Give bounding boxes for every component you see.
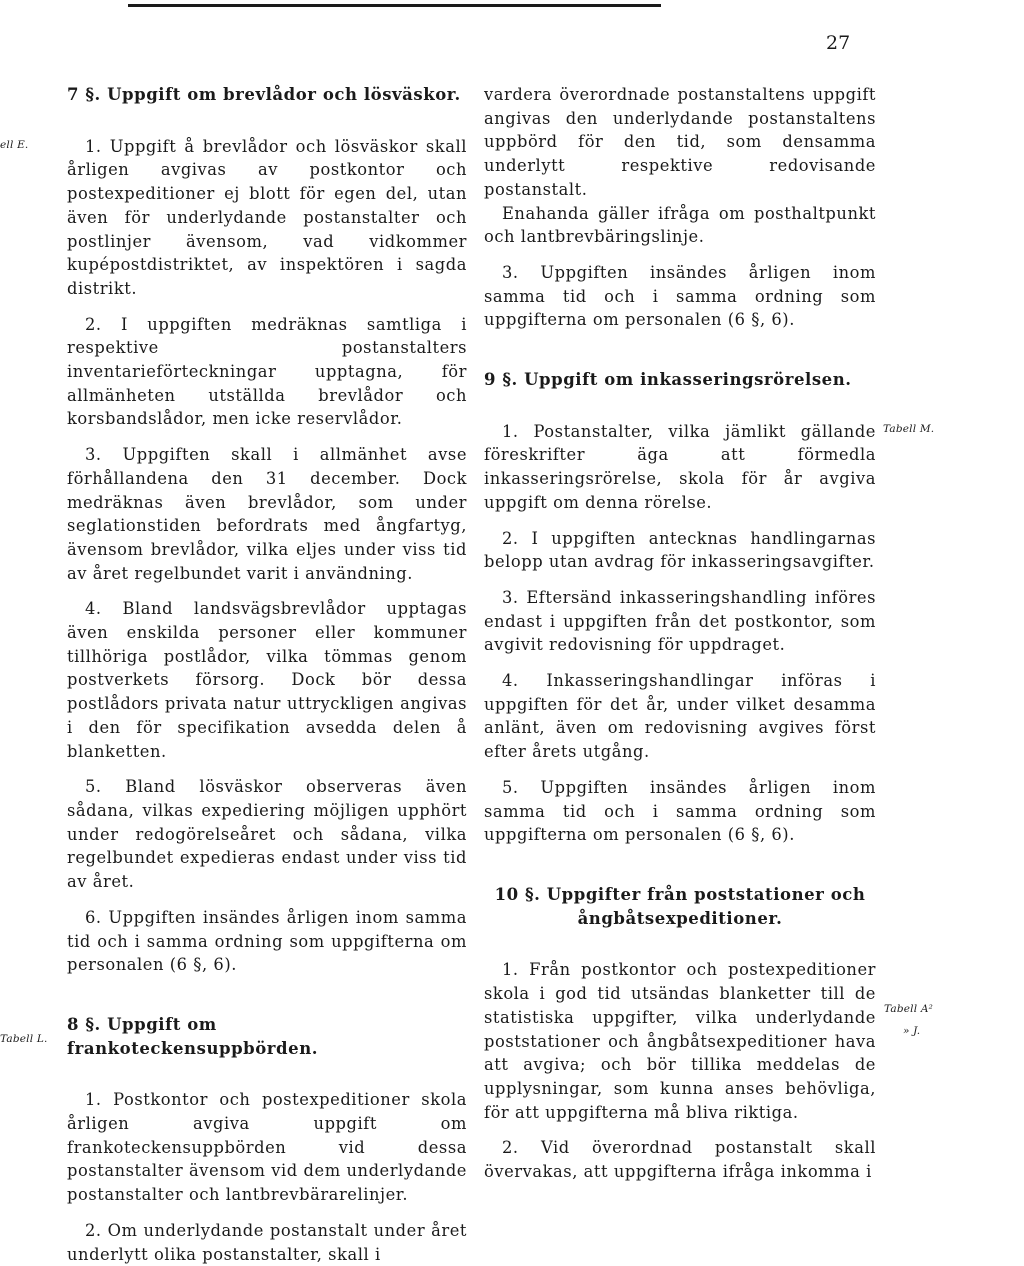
right-column xyxy=(484,83,876,1184)
margin-note-right-1: Tabell M. xyxy=(883,423,935,435)
section-7-paragraph-5: 5. Bland lösväskor observeras även sådana, vilkas expediering möjligen upphört under redogörelseåret och sådana, vilka regelbundet expedieras endast under viss tid av året. xyxy=(67,777,467,892)
section-7-paragraph-6: 6. Uppgiften insändes årligen inom samma tid och i samma ordning som uppgifterna om personalen (6 §, 6). xyxy=(67,907,467,975)
top-rule xyxy=(128,4,661,7)
section-10-heading-line-1: 10 §. Uppgifter från poststationer och xyxy=(494,884,866,904)
section-9-paragraph-5: 5. Uppgiften insändes årligen inom samma tid och i samma ordning som uppgifterna om personalen (6 §, 6). xyxy=(484,777,876,845)
section-9-paragraph-2: 2. I uppgiften antecknas handlingarnas belopp utan avdrag för inkasseringsavgifter. xyxy=(484,528,876,572)
section-8-paragraph-2: 2. Om underlydande postanstalt under året underlytt olika postanstalter, skall i xyxy=(67,1220,467,1264)
section-10-heading-line-2: ångbåtsexpeditioner. xyxy=(577,908,783,928)
left-column xyxy=(67,83,467,1266)
section-9-paragraph-4: 4. Inkasseringshandlingar införas i uppgiften för det år, under vilket desamma anlänt, även om redovisning avgives först efter årets utgång. xyxy=(484,671,876,762)
section-8-continuation: vardera överordnade postanstaltens uppgift angivas den underlydande postanstaltens uppbörd för den tid, som densamma underlytt respektive redovisande postanstalt. xyxy=(484,85,876,199)
section-7-paragraph-4: 4. Bland landsvägsbrevlådor upptagas även enskilda personer eller kommuner tillhöriga postlådor, vilka tömmas genom postverkets försorg. Dock bör dessa postlådors privata natur uttryckligen angivas i den för specifikation avsedda delen å blanketten. xyxy=(67,599,467,761)
section-9-paragraph-3: 3. Eftersänd inkasseringshandling införes endast i uppgiften från det postkontor, som avgivit redovisning för uppdraget. xyxy=(484,587,876,655)
margin-note-left-1: ell E. xyxy=(0,139,29,151)
section-7-paragraph-3: 3. Uppgiften skall i allmänhet avse förhållandena den 31 december. Dock medräknas även brevlådor, som under seglationstiden befordrats med ångfartyg, ävensom brevlådor, vilka eljes under viss tid av året regelbundet varit i användning. xyxy=(67,445,467,583)
section-10-paragraph-2: 2. Vid överordnad postanstalt skall övervakas, att uppgifterna ifråga inkomma i xyxy=(484,1138,876,1182)
section-8-heading: 8 §. Uppgift om frankoteckensuppbörden. xyxy=(67,1014,319,1058)
section-8-paragraph-3: 3. Uppgiften insändes årligen inom samma tid och i samma ordning som uppgifterna om personalen (6 §, 6). xyxy=(484,262,876,330)
section-9-paragraph-1: 1. Postanstalter, vilka jämlikt gällande föreskrifter äga att förmedla inkasseringsrörelse, skola för år avgiva uppgift om denna rörelse. xyxy=(484,421,876,512)
section-8-paragraph-1: 1. Postkontor och postexpeditioner skola årligen avgiva uppgift om frankoteckensuppbörden vid dessa postanstalter ävensom vid dem underlydande postanstalter och lantbrevbärarelinjer. xyxy=(67,1090,467,1205)
margin-note-right-2: Tabell A² xyxy=(884,1003,934,1015)
section-8-posthaltpunkt-note: Enahanda gäller ifråga om posthaltpunkt och lantbrevbäringslinje. xyxy=(484,203,876,247)
section-7-paragraph-1: 1. Uppgift å brevlådor och lösväskor skall årligen avgivas av postkontor och postexpeditioner ej blott för egen del, utan även för underlydande postanstalter och postlinjer ävensom, vad vidkommer kupépostdistriktet, av inspektören i sagda distrikt. xyxy=(67,136,467,298)
section-7-heading: 7 §. Uppgift om brevlådor och lösväskor. xyxy=(67,85,461,104)
section-7-paragraph-2: 2. I uppgiften medräknas samtliga i respektive postanstalters inventarieförteckningar upptagna, för allmänheten utställda brevlådor och korsbandslådor, men icke reservlådor. xyxy=(67,314,467,429)
margin-note-right-3: » J. xyxy=(903,1025,921,1037)
margin-note-left-2: Tabell L. xyxy=(0,1033,48,1045)
page-number: 27 xyxy=(826,32,851,54)
section-10-paragraph-1: 1. Från postkontor och postexpeditioner skola i god tid utsändas blanketter till de statistiska uppgifter, vilka underlydande poststationer och ångbåtsexpeditioner hava att avgiva; och bör tillika meddelas de upplysningar, som kunna anses behövliga, för att uppgifterna må bliva riktiga. xyxy=(484,960,876,1122)
section-9-heading: 9 §. Uppgift om inkasseringsrörelsen. xyxy=(484,370,852,390)
